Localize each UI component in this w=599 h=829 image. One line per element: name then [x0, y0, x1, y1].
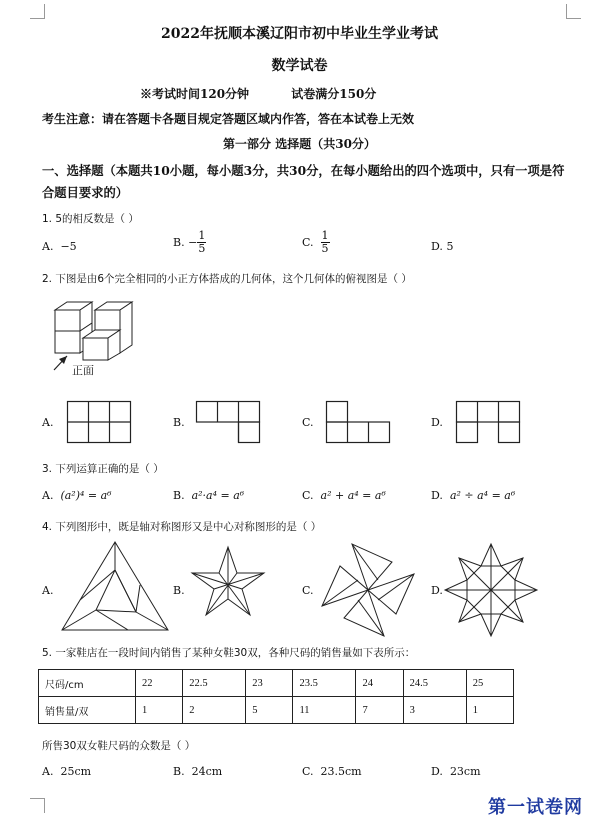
- q4-figure-a-triangle: [60, 540, 170, 632]
- q1-c-denominator: 5: [321, 242, 329, 255]
- q1-b-numerator: 1: [198, 229, 206, 242]
- q5-question: 所售30双女鞋尺码的众数是（ ）: [42, 740, 196, 752]
- q2-option-c-grid: [326, 401, 390, 443]
- q2-a-label: A.: [42, 416, 54, 429]
- table-cell: 23.5: [293, 670, 356, 697]
- q4-stem: 4. 下列图形中，既是轴对称图形又是中心对称图形的是（ ）: [42, 521, 322, 533]
- q5-b-label: B.: [173, 765, 185, 778]
- exam-subtitle: 数学试卷: [271, 58, 328, 74]
- q3-b-expr: a²·a⁴ = a⁶: [191, 489, 245, 502]
- q4-b-label: B.: [173, 584, 185, 597]
- table-cell: 1: [136, 697, 183, 724]
- exam-notice: 考生注意：请在答题卡各题目规定答题区域内作答，答在本试卷上无效: [42, 112, 415, 126]
- q1-a-label: A.: [42, 240, 54, 253]
- q5-c-label: C.: [302, 765, 314, 778]
- watermark-logo: 第一试卷网: [488, 797, 583, 818]
- corner-mark-top-left: [30, 4, 45, 19]
- table-cell: 25: [466, 670, 513, 697]
- q4-a-label: A.: [42, 584, 54, 597]
- q3-b-label: B.: [173, 489, 185, 502]
- q4-d-label: D.: [431, 584, 443, 597]
- q3-option-b: [173, 489, 244, 502]
- q5-option-d: [431, 765, 481, 778]
- q3-c-expr: a² + a⁴ = a⁶: [320, 489, 386, 502]
- table-cell: 7: [356, 697, 403, 724]
- q5-option-a: [42, 765, 91, 778]
- q3-option-a: [42, 489, 112, 502]
- table-cell: 尺码/cm: [39, 670, 136, 697]
- q2-stem: 2. 下图是由6个完全相同的小正方体搭成的几何体，这个几何体的俯视图是（ ）: [42, 273, 412, 285]
- table-cell: 11: [293, 697, 356, 724]
- table-cell: 23: [246, 670, 293, 697]
- q5-a-value: 25cm: [60, 765, 92, 778]
- q5-a-label: A.: [42, 765, 54, 778]
- table-cell: 5: [246, 697, 293, 724]
- table-cell: 3: [403, 697, 466, 724]
- exam-title: 2022年抚顺本溪辽阳市初中毕业生学业考试: [161, 26, 438, 42]
- q5-option-b: [173, 765, 222, 778]
- q1-stem: 1. 5的相反数是（ ）: [42, 213, 139, 225]
- q3-a-expr: (a²)⁴ = a⁶: [60, 489, 112, 502]
- table-row: [39, 697, 514, 724]
- exam-meta: [140, 85, 414, 102]
- q5-stem: 5. 一家鞋店在一段时间内销售了某种女鞋30双，各种尺码的销售量如下表所示：: [42, 647, 416, 659]
- q1-c-numerator: 1: [321, 229, 329, 242]
- q1-c-label: C.: [302, 236, 314, 249]
- exam-time: ※考试时间120分钟: [140, 87, 250, 101]
- q5-b-value: 24cm: [191, 765, 223, 778]
- q1-a-value: −5: [60, 240, 77, 253]
- q1-option-d: [431, 240, 453, 253]
- q5-sales-table: [38, 669, 514, 724]
- q2-d-label: D.: [431, 416, 443, 429]
- table-cell: 销售量/双: [39, 697, 136, 724]
- q2-option-a-grid: [67, 401, 131, 443]
- q2-option-d-grid: [456, 401, 520, 443]
- q3-d-expr: a² ÷ a⁴ = a⁶: [449, 489, 516, 502]
- part-heading: 第一部分 选择题（共30分）: [223, 137, 376, 151]
- table-cell: 22: [136, 670, 183, 697]
- table-cell: 22.5: [183, 670, 246, 697]
- table-cell: 2: [183, 697, 246, 724]
- q4-c-label: C.: [302, 584, 314, 597]
- q1-c-fraction: [321, 230, 330, 255]
- q4-figure-b-star: [188, 545, 268, 625]
- q1-b-sign: −: [188, 236, 198, 249]
- q1-d-label: D.: [431, 240, 443, 253]
- q2-b-label: B.: [173, 416, 185, 429]
- section-heading: 一、选择题（本题共10小题，每小题3分，共30分，在每小题给出的四个选项中，只有一项是符合题目要求的）: [42, 163, 565, 200]
- q3-option-c: [302, 489, 386, 502]
- q1-option-c: [302, 230, 330, 255]
- q4-figure-d-octagram: [443, 542, 539, 638]
- corner-mark-top-right: [566, 4, 581, 19]
- q3-c-label: C.: [302, 489, 314, 502]
- q2-front-label: 正面: [72, 364, 94, 377]
- table-cell: 1: [466, 697, 513, 724]
- q5-d-value: 23cm: [449, 765, 481, 778]
- q1-b-denominator: 5: [198, 242, 206, 255]
- q3-option-d: [431, 489, 515, 502]
- q3-d-label: D.: [431, 489, 443, 502]
- q1-b-fraction: [197, 230, 206, 255]
- q2-c-label: C.: [302, 416, 314, 429]
- full-score: 试卷满分150分: [291, 87, 377, 101]
- table-row: [39, 670, 514, 697]
- q1-b-label: B.: [173, 236, 185, 249]
- q3-stem: 3. 下列运算正确的是（ ）: [42, 463, 164, 475]
- q5-d-label: D.: [431, 765, 443, 778]
- q5-c-value: 23.5cm: [320, 765, 362, 778]
- q2-option-b-grid: [196, 401, 260, 443]
- q1-option-b: [173, 230, 206, 255]
- q4-figure-c-pinwheel: [318, 540, 418, 640]
- q3-a-label: A.: [42, 489, 54, 502]
- q1-option-a: [42, 240, 77, 253]
- table-cell: 24: [356, 670, 403, 697]
- q1-d-value: 5: [446, 240, 454, 253]
- corner-mark-bottom-left: [30, 798, 45, 813]
- table-cell: 24.5: [403, 670, 466, 697]
- q5-option-c: [302, 765, 362, 778]
